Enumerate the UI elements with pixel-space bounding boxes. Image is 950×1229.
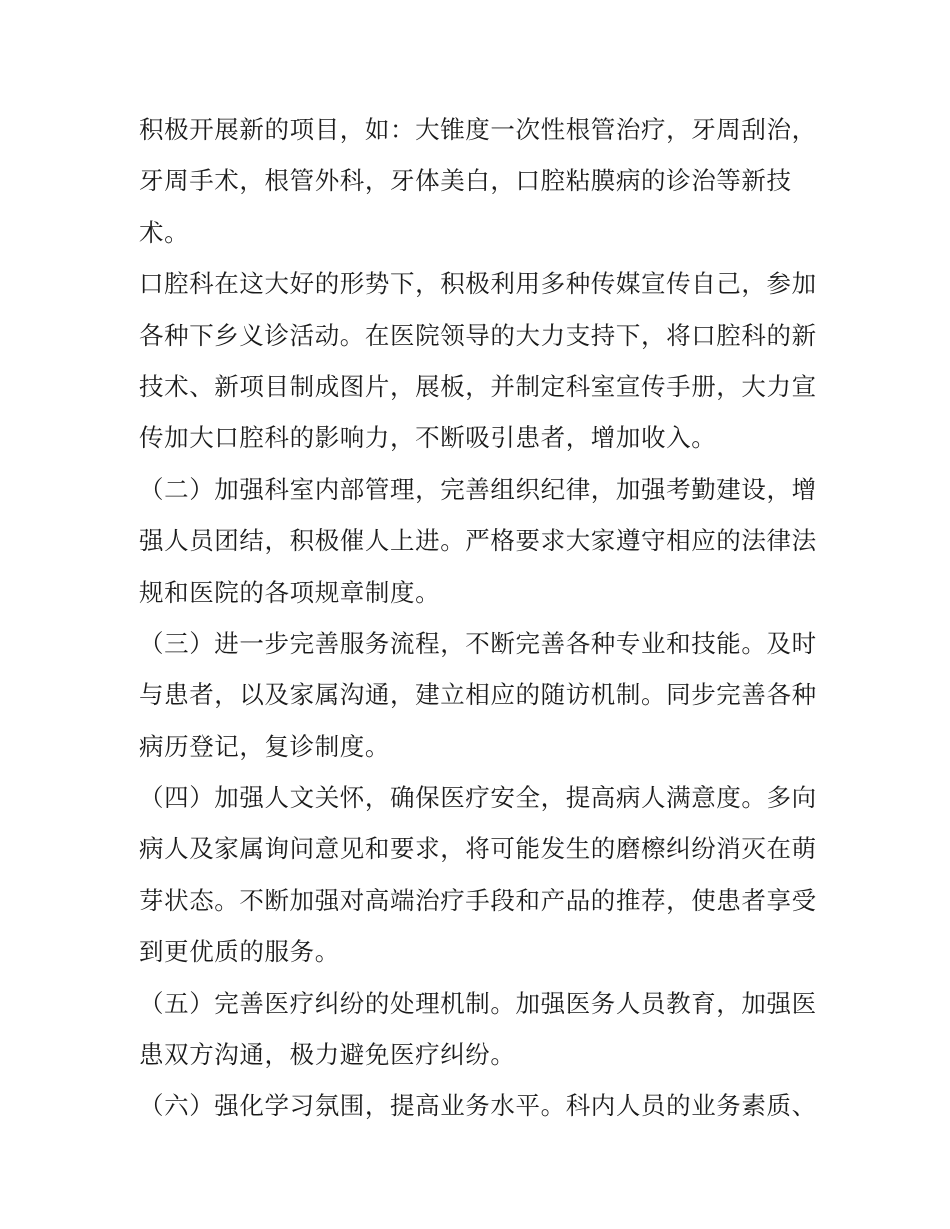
text-line: 传加大口腔科的影响力，不断吸引患者，增加收入。 [139, 423, 717, 453]
text-line: 与患者，以及家属沟通，建立相应的随访机制。同步完善各种 [139, 680, 817, 710]
text-line: 患双方沟通，极力避免医疗纠纷。 [139, 1040, 516, 1070]
text-line: （五）完善医疗纠纷的处理机制。加强医务人员教育，加强医 [139, 988, 817, 1018]
text-line: （二）加强科室内部管理，完善组织纪律，加强考勤建设，增 [139, 474, 817, 504]
text-line: 积极开展新的项目，如：大锥度一次性根管治疗，牙周刮治， [139, 115, 817, 144]
text-line: 各种下乡义诊活动。在医院领导的大力支持下，将口腔科的新 [139, 320, 817, 350]
text-line: 到更优质的服务。 [139, 937, 340, 967]
text-line: 芽状态。不断加强对高端治疗手段和产品的推荐，使患者享受 [139, 885, 817, 915]
text-line: 术。 [139, 217, 190, 247]
text-line: （四）加强人文关怀，确保医疗安全，提高病人满意度。多向 [139, 783, 817, 813]
document-body [139, 104, 819, 1132]
text-line: （三）进一步完善服务流程，不断完善各种专业和技能。及时 [139, 628, 817, 658]
text-line: 病历登记，复诊制度。 [139, 731, 390, 761]
text-line: 规和医院的各项规章制度。 [139, 577, 441, 607]
text-line: 病人及家属询问意见和要求，将可能发生的磨檫纠纷消灭在萌 [139, 834, 817, 864]
text-line: 牙周手术，根管外科，牙体美白，口腔粘膜病的诊治等新技 [139, 166, 792, 196]
text-line: 口腔科在这大好的形势下，积极利用多种传媒宣传自己，参加 [139, 269, 817, 299]
text-line: 强人员团结，积极催人上进。严格要求大家遵守相应的法律法 [139, 526, 817, 556]
text-line: （六）强化学习氛围，提高业务水平。科内人员的业务素质、 [139, 1091, 817, 1121]
text-line: 技术、新项目制成图片，展板，并制定科室宣传手册，大力宣 [139, 371, 817, 401]
